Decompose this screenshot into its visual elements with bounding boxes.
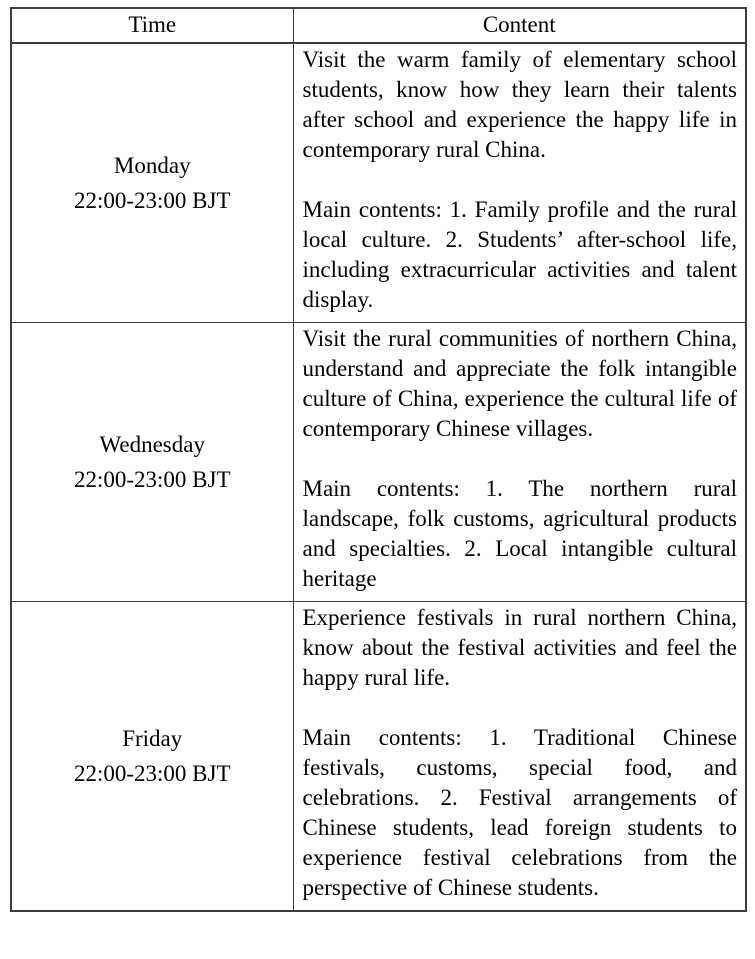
table-row-monday <box>11 43 746 323</box>
description-paragraph: Visit the rural communities of northern China, understand and appreciate the folk intangible culture of China, experience the cultural life of contemporary Chinese villages. <box>302 326 737 441</box>
day-label: Monday <box>113 153 191 178</box>
time-cell-friday <box>11 602 293 912</box>
time-slot-label: 22:00-23:00 BJT <box>73 188 231 213</box>
main-contents-paragraph: Main contents: 1. The northern rural landscape, folk customs, agricultural products and specialties. 2. Local intangible cultural heritage <box>302 476 737 591</box>
content-cell-monday <box>293 43 746 323</box>
table-header-row <box>11 8 746 43</box>
day-label: Friday <box>122 726 183 751</box>
time-slot-label: 22:00-23:00 BJT <box>73 467 231 492</box>
table-row-wednesday <box>11 323 746 602</box>
content-cell-friday <box>293 602 746 912</box>
time-slot-label: 22:00-23:00 BJT <box>73 761 231 786</box>
schedule-table <box>10 7 747 912</box>
description-paragraph: Visit the warm family of elementary school students, know how they learn their talents after school and experience the happy life in contemporary rural China. <box>302 47 737 162</box>
table-row-friday <box>11 602 746 912</box>
main-contents-paragraph: Main contents: 1. Traditional Chinese festivals, customs, special food, and celebrations. 2. Festival arrangements of Chinese students, lead foreign students to experience festival celebrations from the perspective of Chinese students. <box>302 725 737 900</box>
time-cell-monday <box>11 43 293 323</box>
column-header-time: Time <box>11 8 293 43</box>
day-label: Wednesday <box>99 432 205 457</box>
description-paragraph: Experience festivals in rural northern China, know about the festival activities and feel the happy rural life. <box>302 605 737 690</box>
main-contents-paragraph: Main contents: 1. Family profile and the rural local culture. 2. Students’ after-school life, including extracurricular activities and talent display. <box>302 197 737 312</box>
content-cell-wednesday <box>293 323 746 602</box>
time-cell-wednesday <box>11 323 293 602</box>
column-header-content: Content <box>293 8 746 43</box>
